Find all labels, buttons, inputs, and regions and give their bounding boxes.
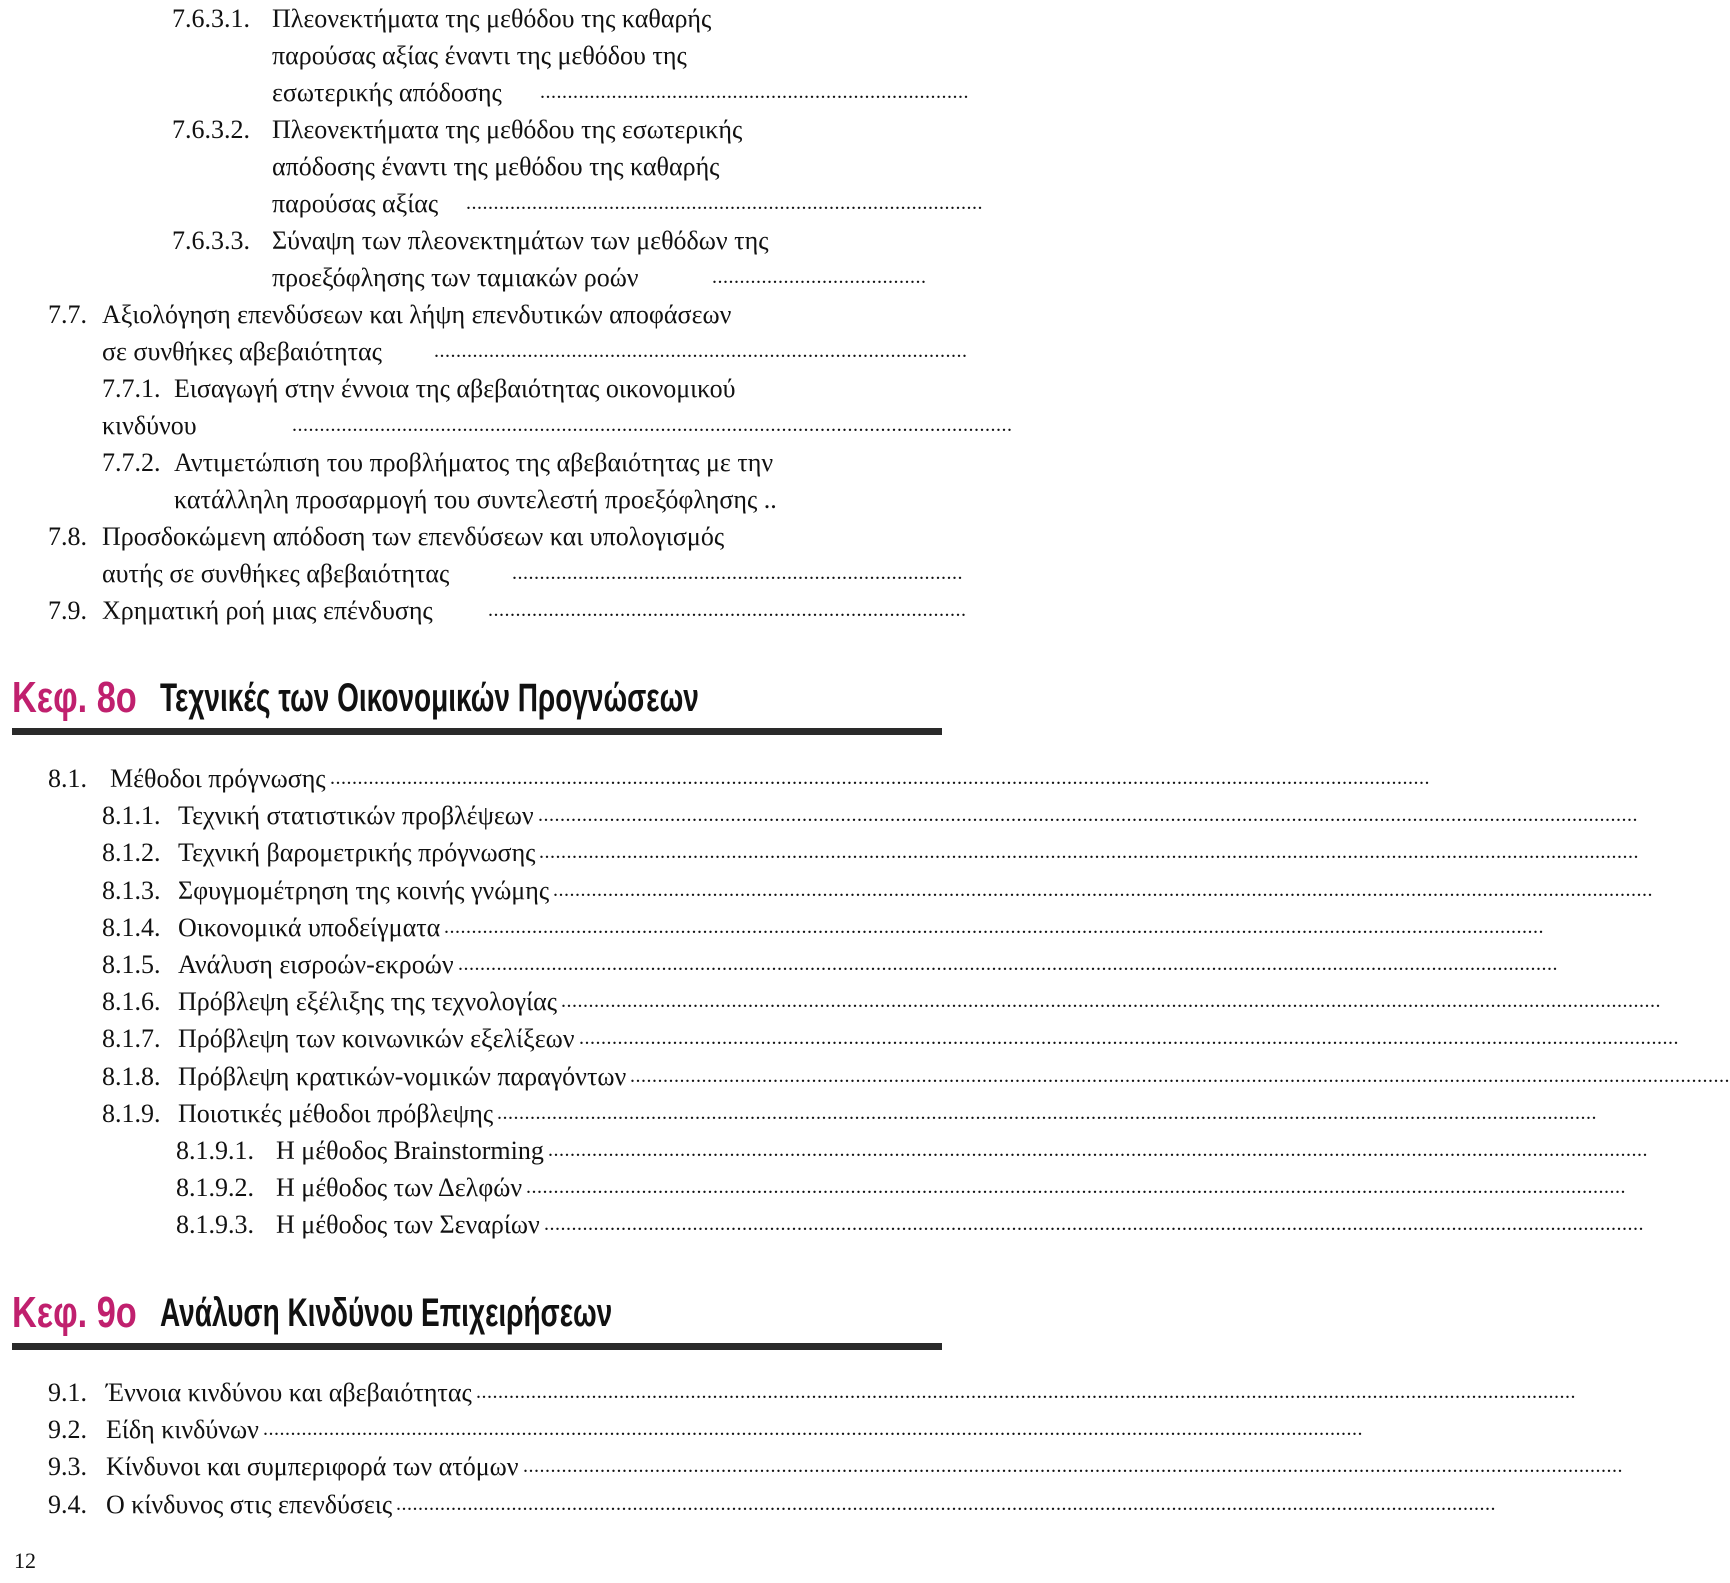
leader-dots: ........................................................................................................................................................................................................ [523, 1455, 1623, 1478]
leader-dots: ........................................................................................................................................................................................................ [444, 915, 1544, 938]
toc-entry [102, 946, 1558, 983]
toc-entry [176, 1132, 1648, 1169]
leader-dots: ........................................................................................................................................................................................................ [263, 1418, 1363, 1441]
entry-text-line: εσωτερικής απόδοσης [272, 78, 502, 107]
chapter-label: Κεφ. 8ο [12, 673, 137, 722]
entry-text: Πρόβλεψη κρατικών-νομικών παραγόντων [178, 1061, 627, 1091]
entry-text: Η μέθοδος των Δελφών [276, 1173, 523, 1203]
entry-text: Ποιοτικές μέθοδοι πρόβλεψης [178, 1098, 494, 1128]
entry-number: 8.1.9.2. [176, 1173, 254, 1203]
leader-dots: ........................................................................................................................................................................................................ [458, 953, 1558, 975]
entry-text: Πρόβλεψη εξέλιξης της τεχνολογίας [178, 987, 558, 1017]
entry-text-line: παρούσας αξίας έναντι της μεθόδου της [272, 41, 687, 70]
entry-number: 7.8. [48, 522, 87, 551]
entry-text-line: Πλεονεκτήματα της μεθόδου της καθαρής [272, 4, 712, 33]
toc-entry [48, 1374, 1576, 1411]
entry-number: 9.4. [48, 1489, 87, 1519]
entry-text-line: παρούσας αξίας [272, 189, 439, 218]
leader-dots: ........................................................................................................................................................................................................ [539, 841, 1639, 864]
chapter-rule [12, 728, 942, 735]
entry-number: 9.1. [48, 1378, 87, 1407]
leader-dots: .................................................................................. [512, 562, 963, 584]
entry-number: 8.1.4. [102, 912, 161, 942]
toc-entry [102, 797, 1638, 834]
entry-number: 8.1.6. [102, 987, 161, 1017]
entry-number: 8.1.8. [102, 1061, 161, 1091]
entry-text-line: αυτής σε συνθήκες αβεβαιότητας [102, 559, 450, 588]
entry-text: Τεχνική στατιστικών προβλέψεων [178, 801, 534, 831]
leader-dots: ........................................................................................................................................................................................................ [476, 1381, 1576, 1403]
entry-text-line: Αξιολόγηση επενδύσεων και λήψη επενδυτικών αποφάσεων [102, 300, 732, 329]
toc-entry [102, 872, 1653, 909]
entry-text-line: κινδύνου [102, 411, 197, 440]
entry-text: Τεχνική βαρομετρικής πρόγνωσης [178, 838, 536, 868]
entry-number: 7.7.2. [102, 448, 161, 477]
leader-dots: ....................................................................................... [488, 599, 967, 621]
entry-text-line: Προσδοκώμενη απόδοση των επενδύσεων και υπολογισμός [102, 522, 725, 551]
toc-entry [176, 1206, 1644, 1243]
entry-text: Ανάλυση εισροών-εκροών [178, 950, 454, 979]
toc-entry [48, 760, 1430, 797]
entry-text-line: σε συνθήκες αβεβαιότητας [102, 337, 382, 366]
leader-dots: .............................................................................................. [466, 192, 983, 214]
entry-text: Η μέθοδος Brainstorming [276, 1136, 544, 1165]
entry-text: Σφυγμομέτρηση της κοινής γνώμης [178, 875, 550, 905]
chapter-title: Ανάλυση Κινδύνου Επιχειρήσεων [160, 1291, 613, 1335]
toc-entry [102, 1020, 1679, 1057]
entry-number: 8.1.9.1. [176, 1136, 254, 1165]
entry-number: 8.1.2. [102, 838, 161, 868]
page-number: 12 [14, 1548, 36, 1573]
leader-dots: ........................................................................................................................................................................................................ [526, 1176, 1626, 1199]
leader-dots: ........................................................................................................................................................................................................ [497, 1101, 1597, 1124]
leader-dots: ........................................................................................................................................................................................................ [579, 1027, 1679, 1050]
entry-number: 9.2. [48, 1415, 87, 1445]
entry-text: Οικονομικά υποδείγματα [178, 912, 441, 942]
entry-text-line: κατάλληλη προσαρμογή του συντελεστή προεξόφλησης .. [174, 485, 777, 514]
entry-text-line: απόδοσης έναντι της μεθόδου της καθαρής [272, 152, 720, 181]
entry-text: Μέθοδοι πρόγνωσης [110, 764, 326, 793]
entry-number: 8.1.9. [102, 1098, 161, 1128]
entry-number: 7.6.3.2. [172, 115, 250, 144]
entry-text-line: Αντιμετώπιση του προβλήματος της αβεβαιότητας με την [174, 448, 774, 477]
leader-dots: ................................................................................................. [434, 340, 968, 362]
entry-text-line: Σύναψη των πλεονεκτημάτων των μεθόδων της [272, 226, 769, 255]
leader-dots: ....................................... [712, 266, 927, 288]
toc-entry [48, 1448, 1623, 1485]
entry-text-line: Πλεονεκτήματα της μεθόδου της εσωτερικής [272, 115, 743, 144]
entry-number: 7.6.3.3. [172, 226, 250, 255]
entry-text-line: Εισαγωγή στην έννοια της αβεβαιότητας οικονομικού [174, 374, 736, 403]
chapter-9-heading [12, 1283, 942, 1355]
entry-number: 8.1. [48, 764, 87, 793]
toc-entry [102, 983, 1661, 1020]
toc-entry [48, 1486, 1496, 1523]
leader-dots: ........................................................................................................................................................................................................ [553, 878, 1653, 901]
entry-number: 8.1.1. [102, 801, 161, 831]
entry-number: 8.1.5. [102, 950, 161, 979]
toc-entry [102, 834, 1639, 871]
chapter-8-heading [12, 668, 942, 740]
toc-entry [176, 1169, 1626, 1206]
entry-text: Κίνδυνοι και συμπεριφορά των ατόμων [106, 1452, 519, 1482]
leader-dots: .............................................................................. [540, 81, 969, 103]
entry-text: Πρόβλεψη των κοινωνικών εξελίξεων [178, 1024, 575, 1054]
leader-dots: ........................................................................................................................................................................................................ [538, 804, 1638, 827]
entry-text: Ο κίνδυνος στις επενδύσεις [106, 1489, 393, 1519]
entry-number: 7.7. [48, 300, 87, 329]
chapter-title: Τεχνικές των Οικονομικών Προγνώσεων [160, 676, 699, 720]
entry-number: 7.6.3.1. [172, 4, 250, 33]
leader-dots: ........................................................................................................................................................................................................ [630, 1064, 1730, 1087]
chapter-label: Κεφ. 9ο [12, 1288, 137, 1337]
entry-number: 8.1.3. [102, 875, 161, 905]
toc-entry [102, 1058, 1730, 1095]
leader-dots: ........................................................................................................................................................................................................ [396, 1492, 1496, 1515]
leader-dots: ........................................................................................................................................................................................................ [561, 990, 1661, 1013]
leader-dots: ........................................................................................................................................................................................................ [544, 1213, 1644, 1236]
entry-number: 7.9. [48, 596, 87, 625]
toc-entry [102, 1095, 1597, 1132]
entry-text-line: προεξόφλησης των ταμιακών ροών [272, 263, 639, 292]
toc-entry [48, 1411, 1363, 1448]
leader-dots: ........................................................................................................................................................................................................ [330, 767, 1430, 789]
entry-text: Έννοια κινδύνου και αβεβαιότητας [106, 1378, 472, 1407]
entry-number: 7.7.1. [102, 374, 161, 403]
chapter-rule [12, 1343, 942, 1350]
leader-dots: ................................................................................................................................... [292, 414, 1013, 436]
entry-text-line: Χρηματική ροή μιας επένδυσης [102, 596, 433, 625]
entry-number: 8.1.7. [102, 1024, 161, 1054]
leader-dots: ........................................................................................................................................................................................................ [548, 1139, 1648, 1161]
toc-entry [102, 909, 1544, 946]
entry-number: 9.3. [48, 1452, 87, 1482]
entry-text: Η μέθοδος των Σεναρίων [276, 1210, 540, 1240]
entry-number: 8.1.9.3. [176, 1210, 254, 1240]
entry-text: Είδη κινδύνων [106, 1415, 259, 1445]
